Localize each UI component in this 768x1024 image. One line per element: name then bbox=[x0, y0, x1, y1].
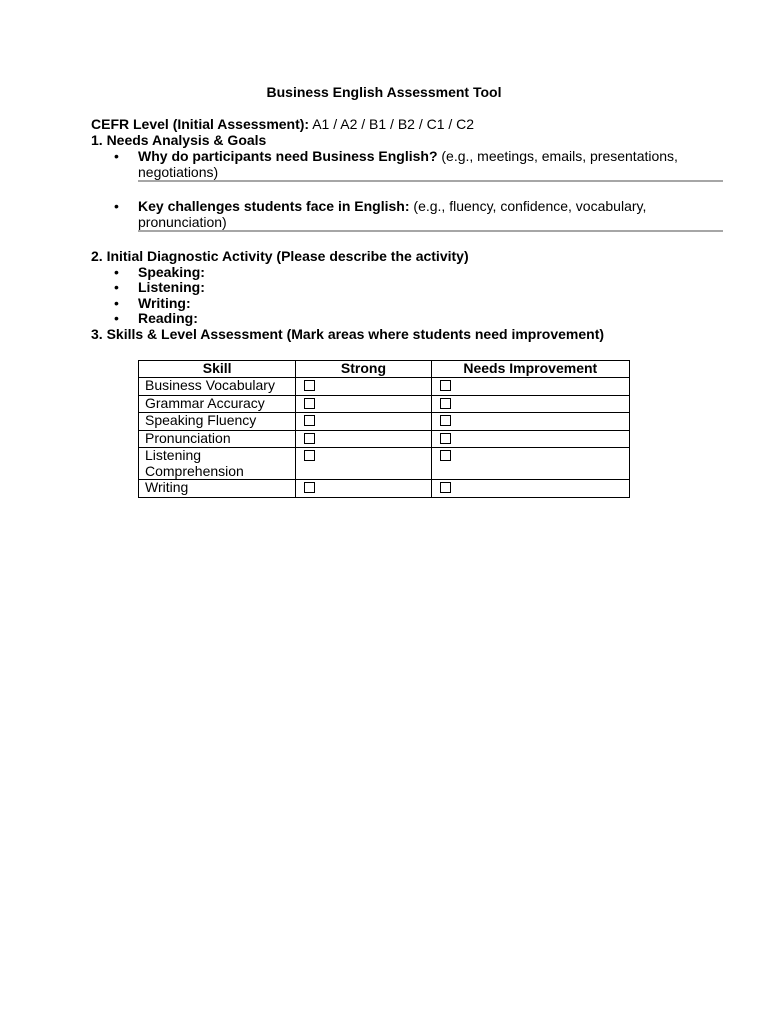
column-header-strong: Strong bbox=[296, 361, 431, 378]
skill-cell bbox=[139, 448, 296, 480]
table-row bbox=[139, 378, 630, 396]
table-row bbox=[139, 448, 630, 480]
diagnostic-listening: Listening: bbox=[138, 279, 205, 295]
strong-checkbox[interactable] bbox=[304, 482, 315, 493]
skill-cell bbox=[139, 413, 296, 431]
needs-improvement-cell bbox=[431, 430, 629, 448]
needs-improvement-cell bbox=[431, 378, 629, 396]
answer-line-2[interactable] bbox=[138, 230, 723, 232]
diagnostic-speaking: Speaking: bbox=[138, 264, 205, 280]
needs-improvement-checkbox[interactable] bbox=[440, 415, 451, 426]
diagnostic-heading: 2. Initial Diagnostic Activity (Please describe the activity) bbox=[91, 248, 469, 264]
strong-checkbox[interactable] bbox=[304, 398, 315, 409]
skill-name: Pronunciation bbox=[145, 429, 231, 446]
table-row bbox=[139, 413, 630, 431]
skill-name: Business Vocabulary bbox=[145, 377, 275, 393]
skill-name: Grammar Accuracy bbox=[145, 394, 265, 411]
needs-question-1-hint: (e.g., meetings, emails, presentations, bbox=[441, 148, 678, 164]
needs-improvement-cell bbox=[431, 448, 629, 480]
skill-cell bbox=[139, 395, 296, 413]
needs-question-2-hint-cont: pronunciation) bbox=[138, 213, 227, 230]
needs-improvement-cell bbox=[431, 480, 629, 498]
needs-question-1 bbox=[138, 149, 723, 180]
skill-name: Writing bbox=[145, 479, 189, 495]
bullet-icon: • bbox=[114, 198, 119, 214]
answer-line-1[interactable] bbox=[138, 180, 723, 182]
needs-improvement-checkbox[interactable] bbox=[440, 398, 451, 409]
diagnostic-reading: Reading: bbox=[138, 310, 198, 326]
skills-assessment-heading: 3. Skills & Level Assessment (Mark areas where students need improvement) bbox=[91, 326, 605, 342]
needs-improvement-cell bbox=[431, 395, 629, 413]
bullet-icon: • bbox=[114, 279, 119, 295]
bullet-icon: • bbox=[114, 264, 119, 280]
needs-improvement-checkbox[interactable] bbox=[440, 450, 451, 461]
table-row bbox=[139, 395, 630, 413]
skills-table bbox=[138, 360, 630, 498]
strong-checkbox[interactable] bbox=[304, 415, 315, 426]
skill-name: Listening bbox=[145, 447, 202, 463]
needs-improvement-cell bbox=[431, 413, 629, 431]
needs-question-2-hint: (e.g., fluency, confidence, vocabulary, bbox=[413, 198, 647, 214]
skill-name: Speaking Fluency bbox=[145, 412, 257, 428]
strong-cell bbox=[296, 448, 431, 480]
skill-cell bbox=[139, 480, 296, 498]
table-row bbox=[139, 480, 630, 498]
cefr-level-line bbox=[91, 117, 474, 133]
cefr-label: CEFR Level (Initial Assessment): bbox=[91, 116, 310, 132]
strong-checkbox[interactable] bbox=[304, 450, 315, 461]
needs-question-1-label: Why do participants need Business English? bbox=[138, 148, 438, 164]
strong-cell bbox=[296, 430, 431, 448]
skills-table-header-row bbox=[139, 361, 630, 378]
strong-cell bbox=[296, 413, 431, 431]
needs-question-1-hint-cont: negotiations) bbox=[138, 163, 219, 180]
diagnostic-writing: Writing: bbox=[138, 295, 191, 311]
strong-cell bbox=[296, 480, 431, 498]
needs-improvement-checkbox[interactable] bbox=[440, 433, 451, 444]
skill-cell bbox=[139, 430, 296, 448]
cefr-options: A1 / A2 / B1 / B2 / C1 / C2 bbox=[312, 116, 475, 132]
needs-analysis-heading: 1. Needs Analysis & Goals bbox=[91, 132, 267, 148]
document-title: Business English Assessment Tool bbox=[266, 84, 502, 100]
bullet-icon: • bbox=[114, 295, 119, 311]
bullet-icon: • bbox=[114, 310, 119, 326]
bullet-icon: • bbox=[114, 148, 119, 164]
needs-improvement-checkbox[interactable] bbox=[440, 380, 451, 391]
column-header-skill: Skill bbox=[139, 361, 296, 378]
strong-cell bbox=[296, 378, 431, 396]
needs-question-2 bbox=[138, 199, 723, 230]
needs-question-2-label: Key challenges students face in English: bbox=[138, 198, 410, 214]
skill-cell bbox=[139, 378, 296, 396]
table-row bbox=[139, 430, 630, 448]
strong-checkbox[interactable] bbox=[304, 380, 315, 391]
strong-checkbox[interactable] bbox=[304, 433, 315, 444]
needs-improvement-checkbox[interactable] bbox=[440, 482, 451, 493]
skill-name-cont: Comprehension bbox=[145, 462, 244, 479]
column-header-needs-improvement: Needs Improvement bbox=[431, 361, 629, 378]
strong-cell bbox=[296, 395, 431, 413]
